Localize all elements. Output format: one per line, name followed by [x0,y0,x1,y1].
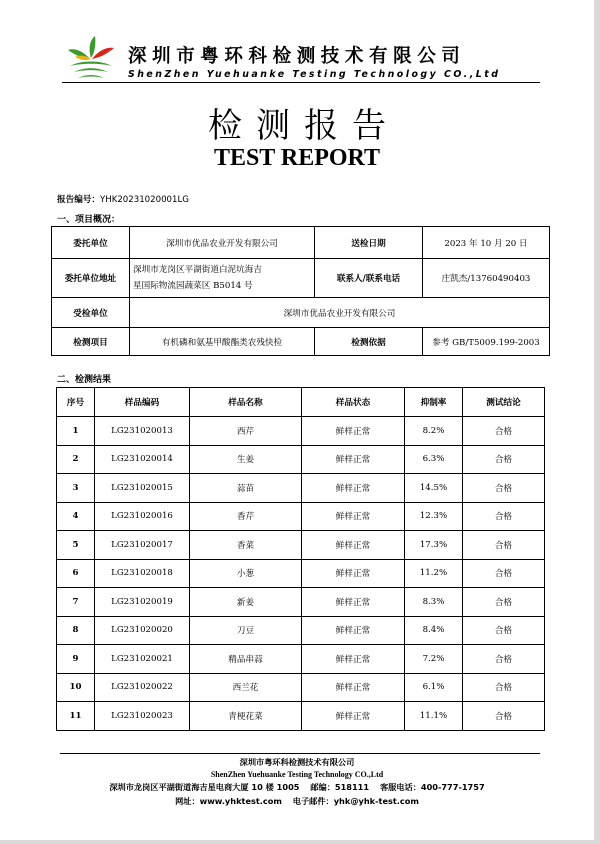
row-conclusion: 合格 [463,559,545,588]
row-conclusion: 合格 [463,502,545,531]
row-conclusion: 合格 [463,417,545,446]
header-inhibition-rate: 抑制率 [405,388,463,417]
report-number-value: YHK20231020001LG [99,195,189,205]
row-sample-status: 鲜样正常 [302,417,405,446]
row-sample-code: LG231020015 [95,474,190,503]
client-value: 深圳市优品农业开发有限公司 [130,227,315,259]
table-row [57,645,545,674]
row-sample-code: LG231020021 [95,645,190,674]
header-conclusion: 测试结论 [463,388,545,417]
row-index: 5 [57,531,95,560]
page-bottom-edge [0,840,600,844]
footer-address: 深圳市龙岗区平湖街道海吉星电商大厦 10 楼 1005 [109,782,300,792]
test-item-label: 检测项目 [52,328,130,356]
row-sample-status: 鲜样正常 [302,588,405,617]
contact-value: 庄凯杰/13760490403 [423,259,550,298]
row-sample-name: 生姜 [190,445,302,474]
company-name-en: ShenZhen Yuehuanke Testing Technology CO.,Ltd [128,69,501,80]
page-edge-shadow [594,0,600,844]
row-sample-code: LG231020014 [95,445,190,474]
row-sample-name: 香菜 [190,531,302,560]
row-sample-name: 香芹 [190,502,302,531]
row-sample-code: LG231020017 [95,531,190,560]
row-index: 10 [57,673,95,702]
row-sample-name: 青梗花菜 [190,702,302,731]
row-index: 3 [57,474,95,503]
date-value: 2023 年 10 月 20 日 [423,227,550,259]
row-inhibition-rate: 6.3% [405,445,463,474]
row-sample-status: 鲜样正常 [302,445,405,474]
row-index: 1 [57,417,95,446]
row-inhibition-rate: 7.2% [405,645,463,674]
row-sample-name: 蒜苗 [190,474,302,503]
row-sample-name: 小葱 [190,559,302,588]
row-conclusion: 合格 [463,445,545,474]
row-sample-name: 西芹 [190,417,302,446]
row-sample-status: 鲜样正常 [302,531,405,560]
row-sample-status: 鲜样正常 [302,559,405,588]
row-sample-name: 新姜 [190,588,302,617]
address-label: 委托单位地址 [52,259,130,298]
header-sample-code: 样品编码 [95,388,190,417]
row-conclusion: 合格 [463,474,545,503]
table-row [57,673,545,702]
company-name-cn: 深圳市粤环科检测技术有限公司 [128,46,466,67]
table-row [57,445,545,474]
address-value [130,259,315,298]
row-inhibition-rate: 11.2% [405,559,463,588]
row-sample-code: LG231020023 [95,702,190,731]
row-sample-status: 鲜样正常 [302,673,405,702]
report-number [57,193,189,205]
row-inhibition-rate: 6.1% [405,673,463,702]
row-sample-code: LG231020016 [95,502,190,531]
footer-email[interactable]: 电子邮件：yhk@yhk-test.com [292,796,419,806]
table-row [57,559,545,588]
inspected-unit-value: 深圳市优品农业开发有限公司 [130,298,550,328]
address-line-2: 星国际物流园蔬菜区 B5014 号 [133,281,253,291]
date-label: 送检日期 [315,227,423,259]
row-index: 9 [57,645,95,674]
report-title-cn: 检测报告 [208,106,400,146]
address-line-1: 深圳市龙岗区平湖街道白泥坑海吉 [133,265,262,275]
row-sample-name: 刀豆 [190,616,302,645]
row-inhibition-rate: 8.2% [405,417,463,446]
table-row [57,588,545,617]
footer-hotline: 客服电话：400-777-1757 [379,782,485,792]
report-title-en: TEST REPORT [213,145,381,171]
row-inhibition-rate: 12.3% [405,502,463,531]
section-test-results: 二、检测结果 [57,375,112,385]
row-sample-status: 鲜样正常 [302,474,405,503]
header-index: 序号 [57,388,95,417]
company-logo-icon [66,36,116,80]
results-table [56,387,545,731]
footer-contact-line [0,782,594,793]
footer-postcode: 邮编：518111 [310,782,370,792]
test-basis-label: 检测依据 [315,328,423,356]
row-index: 4 [57,502,95,531]
row-inhibition-rate: 14.5% [405,474,463,503]
header-divider [62,82,540,83]
row-conclusion: 合格 [463,531,545,560]
row-sample-status: 鲜样正常 [302,616,405,645]
row-index: 2 [57,445,95,474]
inspected-unit-label: 受检单位 [52,298,130,328]
footer-web-line [0,796,594,807]
results-header-row [57,388,545,417]
row-conclusion: 合格 [463,673,545,702]
row-conclusion: 合格 [463,616,545,645]
row-inhibition-rate: 8.4% [405,616,463,645]
row-sample-code: LG231020018 [95,559,190,588]
section-project-overview: 一、项目概况： [57,215,121,225]
header-sample-status: 样品状态 [302,388,405,417]
row-index: 8 [57,616,95,645]
row-inhibition-rate: 17.3% [405,531,463,560]
project-info-table [51,226,550,356]
row-inhibition-rate: 8.3% [405,588,463,617]
row-inhibition-rate: 11.1% [405,702,463,731]
contact-label: 联系人/联系电话 [315,259,423,298]
table-row [57,616,545,645]
row-sample-code: LG231020013 [95,417,190,446]
table-row [57,474,545,503]
row-sample-code: LG231020019 [95,588,190,617]
footer-website[interactable]: 网址：www.yhktest.com [175,796,282,806]
row-sample-status: 鲜样正常 [302,702,405,731]
footer-company-cn: 深圳市粤环科检测技术有限公司 [239,757,355,767]
row-sample-name: 西兰花 [190,673,302,702]
table-row [57,702,545,731]
table-row [57,531,545,560]
table-row [57,502,545,531]
row-index: 11 [57,702,95,731]
row-sample-name: 精品串蒜 [190,645,302,674]
row-sample-status: 鲜样正常 [302,645,405,674]
test-basis-value: 参考 GB/T5009.199-2003 [423,328,550,356]
footer-company-en: ShenZhen Yuehuanke Testing Technology CO.,Ltd [210,770,384,779]
row-index: 7 [57,588,95,617]
report-number-label: 报告编号： [57,195,100,205]
row-conclusion: 合格 [463,645,545,674]
row-sample-status: 鲜样正常 [302,502,405,531]
header-sample-name: 样品名称 [190,388,302,417]
test-item-value: 有机磷和氨基甲酸酯类农残快检 [130,328,315,356]
client-label: 委托单位 [52,227,130,259]
row-sample-code: LG231020020 [95,616,190,645]
row-conclusion: 合格 [463,702,545,731]
row-sample-code: LG231020022 [95,673,190,702]
row-conclusion: 合格 [463,588,545,617]
table-row [57,417,545,446]
footer-divider [60,753,540,754]
row-index: 6 [57,559,95,588]
